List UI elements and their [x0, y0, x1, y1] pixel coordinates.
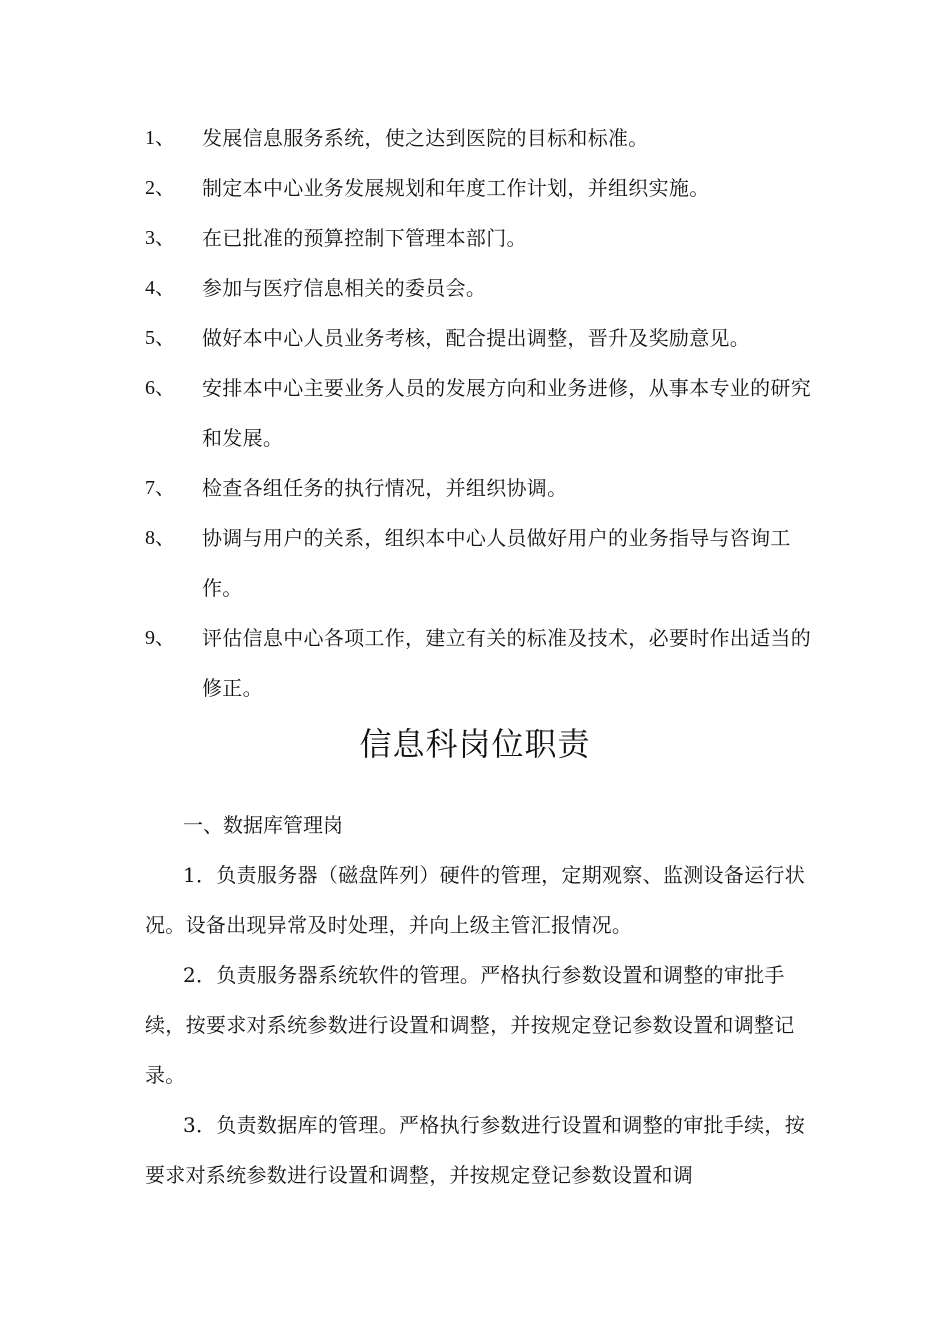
list-text: 评估信息中心各项工作，建立有关的标准及技术，必要时作出适当的修正。: [202, 626, 811, 700]
paragraph: 2．负责服务器系统软件的管理。严格执行参数设置和调整的审批手续，按要求对系统参数进行设置和调整，并按规定登记参数设置和调整记录。: [145, 963, 795, 1087]
list-item: [145, 263, 815, 313]
list-text: 参加与医疗信息相关的委员会。: [202, 276, 487, 300]
list-text: 制定本中心业务发展规划和年度工作计划，并组织实施。: [202, 176, 710, 200]
section-heading: 一、数据库管理岗: [183, 813, 343, 837]
list-marker: 5、: [145, 327, 175, 349]
list-text: 发展信息服务系统，使之达到医院的目标和标准。: [202, 126, 649, 150]
list-item: [145, 513, 815, 613]
list-item: [145, 113, 815, 163]
list-marker: 9、: [145, 627, 175, 649]
list-item: [145, 463, 815, 513]
list-text: 在已批准的预算控制下管理本部门。: [202, 226, 527, 250]
list-item: [145, 613, 815, 713]
duty-list: [145, 113, 815, 713]
list-text: 安排本中心主要业务人员的发展方向和业务进修，从事本专业的研究和发展。: [202, 376, 811, 450]
list-item: [145, 313, 815, 363]
list-marker: 3、: [145, 227, 175, 249]
list-marker: 7、: [145, 477, 175, 499]
paragraph: 1．负责服务器（磁盘阵列）硬件的管理，定期观察、监测设备运行状况。设备出现异常及时处理，并向上级主管汇报情况。: [145, 863, 806, 937]
list-item: [145, 213, 815, 263]
document-title: 信息科岗位职责: [359, 725, 591, 763]
list-item: [145, 163, 815, 213]
list-text: 检查各组任务的执行情况，并组织协调。: [202, 476, 568, 500]
list-marker: 4、: [145, 277, 175, 299]
list-text: 协调与用户的关系，组织本中心人员做好用户的业务指导与咨询工作。: [202, 526, 791, 600]
list-marker: 8、: [145, 527, 175, 549]
list-marker: 6、: [145, 377, 175, 399]
list-item: [145, 363, 815, 463]
list-marker: 1、: [145, 127, 175, 149]
list-marker: 2、: [145, 177, 175, 199]
list-text: 做好本中心人员业务考核，配合提出调整，晋升及奖励意见。: [202, 326, 751, 350]
paragraph: 3．负责数据库的管理。严格执行参数进行设置和调整的审批手续，按要求对系统参数进行设置和调整，并按规定登记参数设置和调: [145, 1113, 806, 1187]
section-database-admin: [145, 800, 810, 1200]
